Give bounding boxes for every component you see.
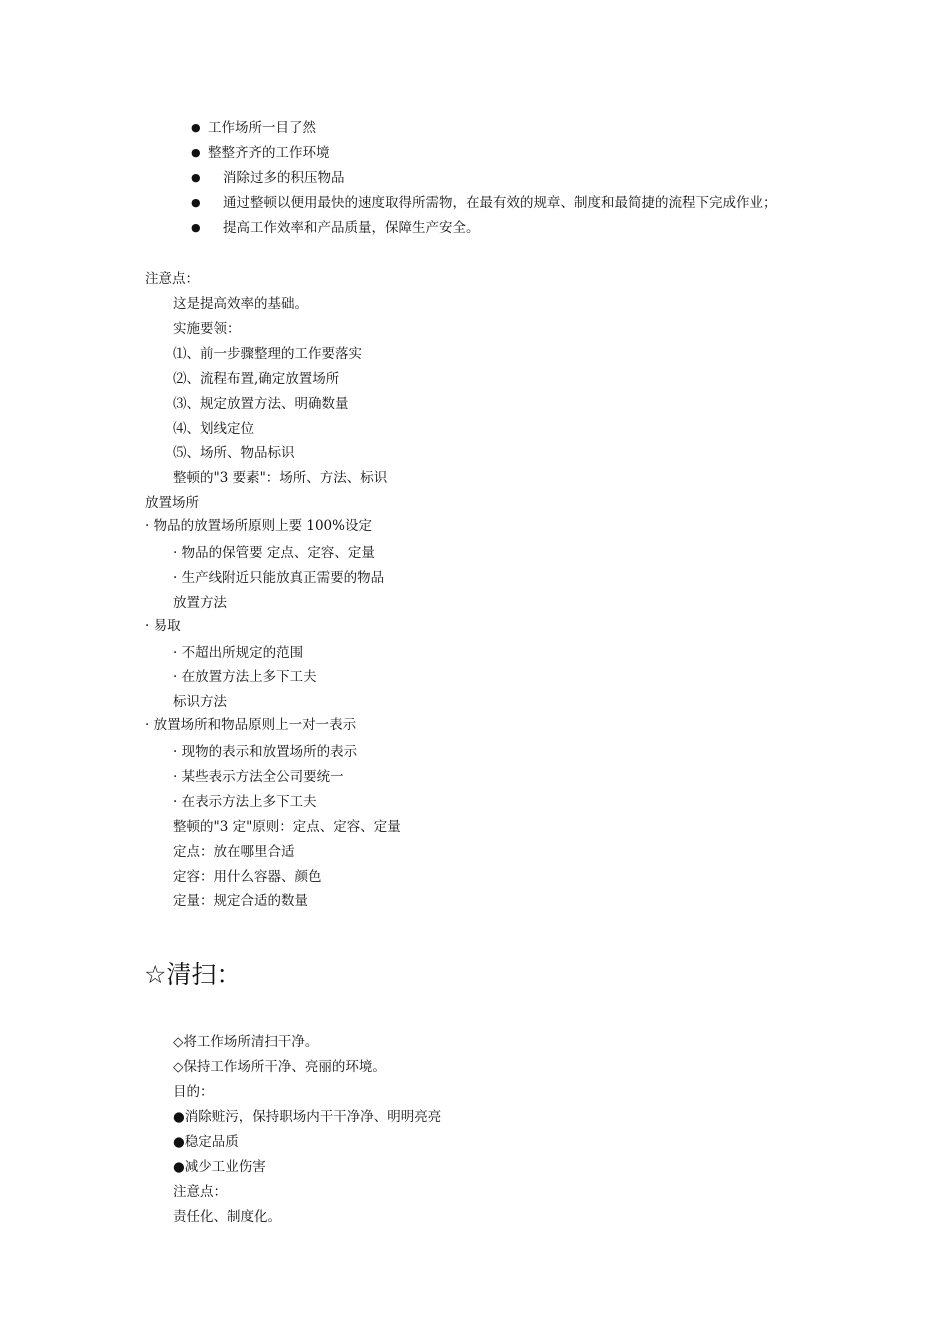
bullet-dot-icon: ● xyxy=(191,121,201,134)
method-sub: · 不超出所规定的范围 xyxy=(173,645,304,661)
bullet-item-1: 工作场所一目了然 xyxy=(208,120,316,136)
bullet-item-2: 整整齐齐的工作环境 xyxy=(208,145,330,161)
mark-main: · 放置场所和物品原则上一对一表示 xyxy=(145,717,357,733)
three-ding-line: 整顿的"3 定"原则：定点、定容、定量 xyxy=(173,819,401,835)
bullet-dot-icon: ● xyxy=(191,146,201,159)
notes-line: ⑵、流程布置,确定放置场所 xyxy=(173,371,340,387)
bullet-dot-icon: ● xyxy=(191,171,201,184)
qingsao-line: ●稳定品质 xyxy=(173,1134,239,1150)
notes-label: 注意点： xyxy=(145,271,199,287)
place-main: · 物品的放置场所原则上要 100%设定 xyxy=(145,518,372,534)
mark-sub: · 在表示方法上多下工夫 xyxy=(173,794,317,810)
bullet-dot-icon: ● xyxy=(191,196,201,209)
place-sub: · 生产线附近只能放真正需要的物品 xyxy=(173,570,385,586)
bullet-item-4: 通过整顿以便用最快的速度取得所需物，在最有效的规章、制度和最简捷的流程下完成作业； xyxy=(223,195,777,211)
notes-line: 实施要领： xyxy=(173,321,241,337)
qingsao-line: 目的： xyxy=(173,1084,214,1100)
mark-title: 标识方法 xyxy=(173,694,227,710)
qingsao-line: 注意点： xyxy=(173,1184,227,1200)
mark-sub: · 现物的表示和放置场所的表示 xyxy=(173,744,358,760)
three-ding-line: 定容：用什么容器、颜色 xyxy=(173,869,322,885)
method-sub: · 在放置方法上多下工夫 xyxy=(173,669,317,685)
mark-sub: · 某些表示方法全公司要统一 xyxy=(173,769,344,785)
method-title: 放置方法 xyxy=(173,595,227,611)
bullet-dot-icon: ● xyxy=(191,221,201,234)
qingsao-line: ●减少工业伤害 xyxy=(173,1159,266,1175)
qingsao-line: 责任化、制度化。 xyxy=(173,1209,281,1225)
method-main: · 易取 xyxy=(145,618,181,634)
notes-line: ⑶、规定放置方法、明确数量 xyxy=(173,396,349,412)
place-title: 放置场所 xyxy=(145,495,199,511)
three-ding-line: 定点：放在哪里合适 xyxy=(173,844,295,860)
notes-line: ⑴、前一步骤整理的工作要落实 xyxy=(173,346,362,362)
three-elements-line: 整顿的"3 要素"：场所、方法、标识 xyxy=(173,470,388,486)
bullet-item-3: 消除过多的积压物品 xyxy=(223,170,345,186)
qingsao-line: ◇保持工作场所干净、亮丽的环境。 xyxy=(173,1059,386,1075)
notes-line: 这是提高效率的基础。 xyxy=(173,296,308,312)
section-heading: ☆清扫： xyxy=(144,960,242,989)
bullet-item-5: 提高工作效率和产品质量，保障生产安全。 xyxy=(223,220,480,236)
place-sub: · 物品的保管要 定点、定容、定量 xyxy=(173,545,375,561)
qingsao-line: ●消除赃污，保持职场内干干净净、明明亮亮 xyxy=(173,1109,442,1125)
qingsao-line: ◇将工作场所清扫干净。 xyxy=(173,1034,319,1050)
notes-line: ⑷、划线定位 xyxy=(173,421,254,437)
three-ding-line: 定量：规定合适的数量 xyxy=(173,893,308,909)
notes-line: ⑸、场所、物品标识 xyxy=(173,445,295,461)
